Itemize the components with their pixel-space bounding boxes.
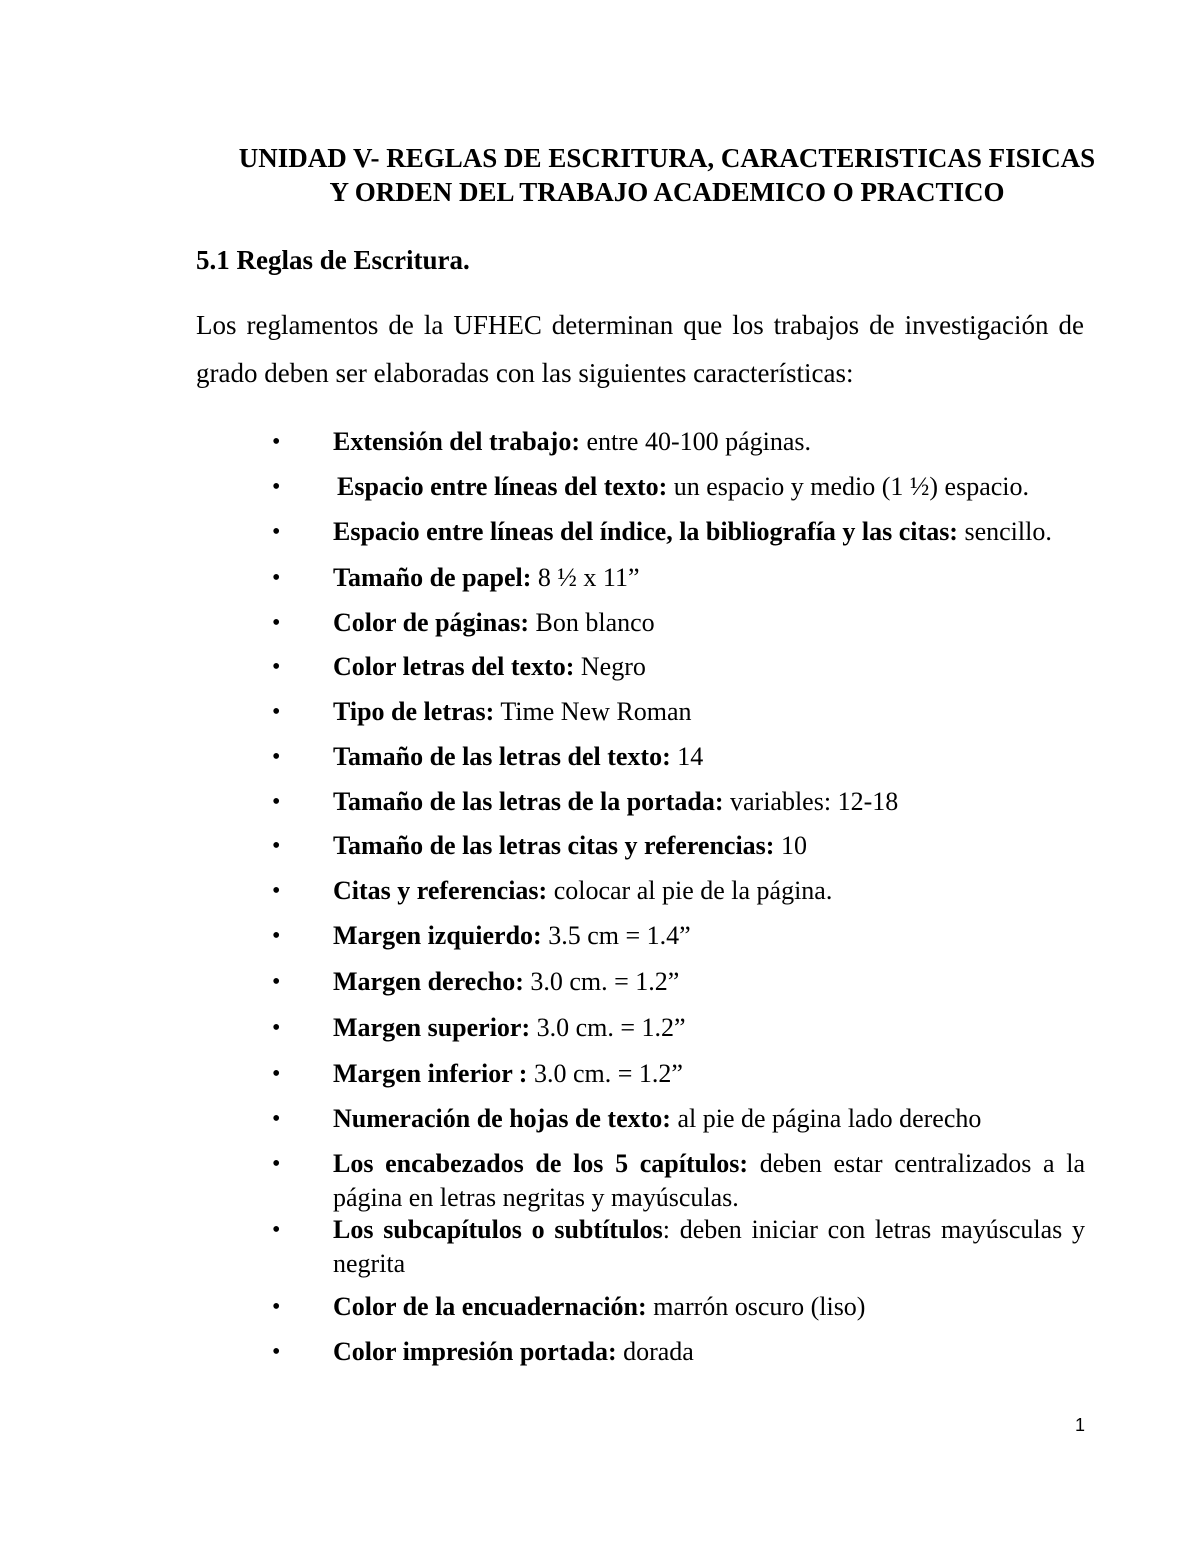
list-item-text (333, 965, 1085, 999)
list-item-label: Los encabezados de los 5 capítulos: (333, 1149, 749, 1178)
bullet-icon: • (272, 429, 281, 455)
list-item-text (337, 470, 1089, 504)
list-item-text (333, 1147, 1085, 1215)
list-item-value: entre 40-100 páginas. (580, 427, 812, 456)
list-item-label: Margen izquierdo: (333, 921, 542, 950)
list-item-text (333, 1213, 1085, 1281)
list-item-value: 3.0 cm. = 1.2” (530, 1013, 686, 1042)
list-item-label: Tamaño de las letras citas y referencias: (333, 831, 775, 860)
bullet-icon: • (272, 833, 281, 859)
list-item-value: un espacio y medio (1 ½) espacio. (667, 472, 1029, 501)
list-item-value: 3.0 cm. = 1.2” (527, 1059, 683, 1088)
list-item-label: Espacio entre líneas del texto: (337, 472, 668, 501)
list-item-value: variables: 12-18 (723, 787, 899, 816)
list-item-value: 14 (670, 742, 704, 771)
list-item-label: Tipo de letras: (333, 697, 495, 726)
list-item-label: Color letras del texto: (333, 652, 575, 681)
list-item-text (333, 650, 1085, 684)
bullet-icon: • (272, 1061, 281, 1087)
unit-title-line-1: UNIDAD V- REGLAS DE ESCRITURA, CARACTERISTICAS FISICAS (238, 143, 1096, 173)
list-item-label: Tamaño de las letras de la portada: (333, 787, 724, 816)
bullet-icon: • (272, 923, 281, 949)
list-item-label: Espacio entre líneas del índice, la bibliografía y las citas: (333, 517, 958, 546)
list-item-label: Extensión del trabajo: (333, 427, 580, 456)
bullet-icon: • (272, 1217, 281, 1243)
list-item-value: deben estar centralizados a la página en letras negritas y mayúsculas. (333, 1149, 1085, 1212)
list-item-value: Bon blanco (529, 608, 655, 637)
list-item-text (333, 561, 1085, 595)
list-item-text (333, 1290, 1085, 1324)
list-item-label: Tamaño de papel: (333, 563, 532, 592)
list-item-label: Color de páginas: (333, 608, 529, 637)
intro-paragraph-line-2: grado deben ser elaboradas con las siguientes características: (196, 358, 854, 388)
bullet-icon: • (272, 519, 281, 545)
list-item-text (333, 1011, 1085, 1045)
list-item-text (333, 515, 1085, 549)
list-item-label: Color de la encuadernación: (333, 1292, 647, 1321)
bullet-icon: • (272, 1015, 281, 1041)
page-number: 1 (1075, 1415, 1086, 1435)
bullet-icon: • (272, 744, 281, 770)
list-item-label: Citas y referencias: (333, 876, 548, 905)
bullet-icon: • (272, 1339, 281, 1365)
bullet-icon: • (272, 654, 281, 680)
bullet-icon: • (272, 610, 281, 636)
list-item-text (333, 1335, 1085, 1369)
list-item-value: 3.0 cm. = 1.2” (523, 967, 680, 996)
list-item-value: : deben iniciar con letras mayúsculas y negrita (333, 1215, 1085, 1278)
list-item-label: Tamaño de las letras del texto: (333, 742, 671, 771)
intro-paragraph-line-1: Los reglamentos de la UFHEC determinan que los trabajos de investigación de (196, 310, 1084, 340)
list-item-text (333, 874, 1085, 908)
bullet-icon: • (272, 699, 281, 725)
bullet-icon: • (272, 789, 281, 815)
list-item-text (333, 740, 1085, 774)
list-item-text (333, 1102, 1085, 1136)
bullet-icon: • (272, 1106, 281, 1132)
bullet-icon: • (272, 474, 281, 500)
list-item-value: dorada (616, 1337, 694, 1366)
list-item-text (333, 606, 1085, 640)
list-item-text (333, 1057, 1085, 1091)
list-item-label: Margen derecho: (333, 967, 524, 996)
list-item-value: al pie de página lado derecho (670, 1104, 982, 1133)
list-item-label: Color impresión portada: (333, 1337, 617, 1366)
list-item-value: 10 (774, 831, 807, 860)
list-item-value: sencillo. (957, 517, 1052, 546)
list-item-value: 3.5 cm = 1.4” (541, 921, 691, 950)
list-item-label: Margen superior: (333, 1013, 531, 1042)
list-item-text (333, 695, 1085, 729)
list-item-value: Time New Roman (494, 697, 692, 726)
list-item-label: Los subcapítulos o subtítulos (333, 1215, 663, 1244)
list-item-value: Negro (574, 652, 646, 681)
list-item-label: Margen inferior : (333, 1059, 528, 1088)
list-item-value: colocar al pie de la página. (547, 876, 833, 905)
bullet-icon: • (272, 1151, 281, 1177)
list-item-text (333, 785, 1085, 819)
list-item-text (333, 829, 1085, 863)
bullet-icon: • (272, 565, 281, 591)
list-item-text (333, 919, 1085, 953)
unit-title-line-2: Y ORDEN DEL TRABAJO ACADEMICO O PRACTICO (329, 177, 1005, 207)
section-heading: 5.1 Reglas de Escritura. (196, 245, 470, 275)
list-item-value: marrón oscuro (liso) (646, 1292, 866, 1321)
list-item-label: Numeración de hojas de texto: (333, 1104, 671, 1133)
bullet-icon: • (272, 878, 281, 904)
list-item-value: 8 ½ x 11” (531, 563, 640, 592)
bullet-icon: • (272, 1294, 281, 1320)
bullet-icon: • (272, 969, 281, 995)
list-item-text (333, 425, 1085, 459)
